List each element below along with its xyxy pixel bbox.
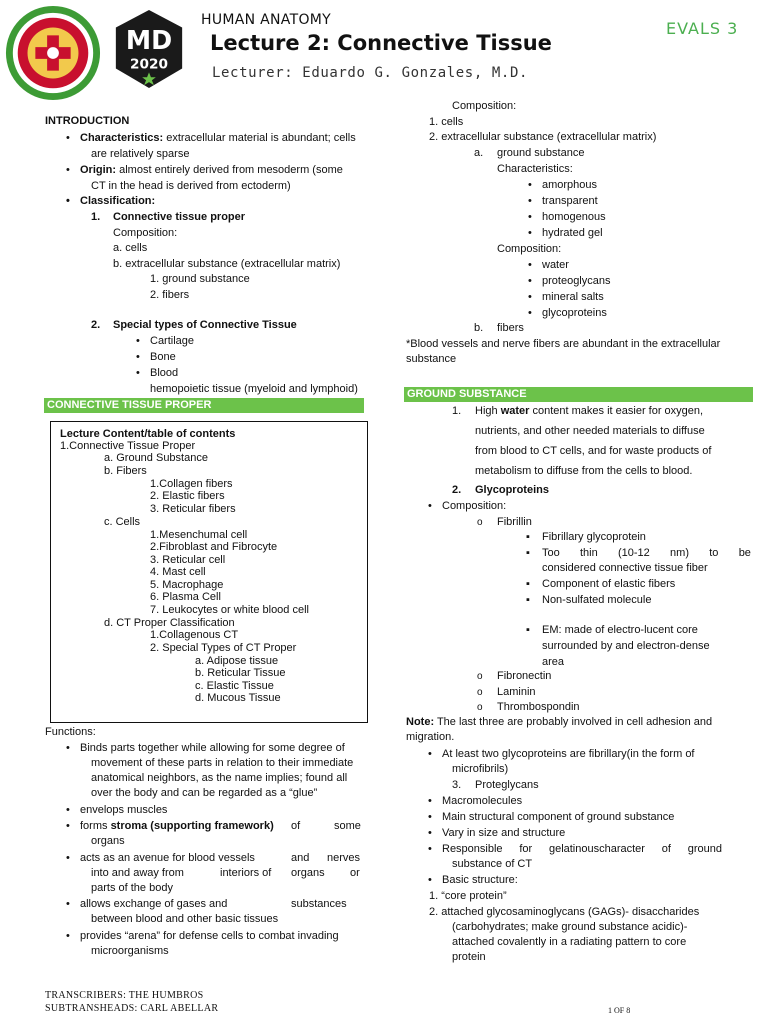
glyco-item: o Thrombospondin	[497, 700, 580, 715]
toc-line: d. Mucous Tissue	[195, 692, 281, 704]
ctp-number: 1.	[91, 211, 101, 223]
toc-line: 1.Connective Tissue Proper	[60, 440, 196, 452]
char-item: • amorphous	[542, 178, 597, 193]
right-ecs: 2. extracellular substance (extracellular matrix)	[429, 131, 657, 143]
special-number: 2.	[91, 319, 101, 331]
toc-line: 5. Macrophage	[150, 579, 224, 591]
ctp-ecs: b. extracellular substance (extracellular matrix)	[113, 258, 341, 270]
gs-bullet: • At least two glycoproteins are fibrillary(in the form of	[442, 747, 695, 762]
char-item: • homogenous	[542, 210, 606, 225]
ctp-composition: Composition:	[113, 227, 178, 239]
college-seal-logo	[4, 4, 102, 102]
function-item-cont: movement of these parts in relation to their immediate	[91, 757, 354, 769]
function-item-word: substances	[291, 898, 347, 910]
glyco-item: o Fibrillin	[497, 515, 532, 530]
gs-composition: • Composition:	[442, 499, 506, 514]
gs-gags-cont: attached covalently in a radiating pattern to core	[452, 936, 687, 948]
gs-bullet-cont: microfibrils)	[452, 763, 509, 775]
toc-line: 2. Special Types of CT Proper	[150, 642, 297, 654]
toc-line: 1.Mesenchumal cell	[150, 529, 248, 541]
evals-label: EVALS 3	[666, 19, 739, 38]
ctp-fibers: 2. fibers	[150, 289, 190, 301]
gs-glycoproteins: Glycoproteins	[475, 484, 549, 496]
gs-bullet: • Vary in size and structure	[442, 826, 565, 841]
gs-bullet-cont: substance of CT	[452, 858, 533, 870]
gs-note: Note: The last three are probably involved in cell adhesion and	[406, 716, 713, 728]
function-item-word: nerves	[327, 852, 361, 864]
right-gs-letter: a.	[474, 147, 484, 159]
intro-origin: • Origin: almost entirely derived from mesoderm (some	[80, 163, 343, 178]
fibrillin-item: ▪ Component of elastic fibers	[542, 577, 675, 592]
toc-line: b. Fibers	[104, 465, 147, 477]
toc-line: 2. Elastic fibers	[150, 490, 225, 502]
toc-line: c. Elastic Tissue	[195, 680, 274, 692]
function-item: • acts as an avenue for blood vessels	[80, 851, 255, 866]
toc-line: 1.Collagenous CT	[150, 629, 239, 641]
gs-note-cont: migration.	[406, 731, 455, 743]
footer-subtransheads: SUBTRANSHEADS: CARL ABELLAR	[45, 1003, 219, 1014]
toc-heading: Lecture Content/table of contents	[60, 428, 236, 440]
function-item-cont: microorganisms	[91, 945, 169, 957]
ctp-label: Connective tissue proper	[113, 211, 246, 223]
special-item: • Bone	[150, 350, 176, 365]
gs-bullet: • Macromolecules	[442, 794, 522, 809]
md-2020-batch-logo	[110, 8, 188, 90]
toc-line: 1.Collagen fibers	[150, 478, 233, 490]
special-label: Special types of Connective Tissue	[113, 319, 297, 331]
gs-water-cont: metabolism to diffuse from the cells to blood.	[475, 465, 693, 477]
toc-line: 4. Mast cell	[150, 566, 206, 578]
char-item: • transparent	[542, 194, 598, 209]
lecturer-name: Lecturer: Eduardo G. Gonzales, M.D.	[212, 65, 529, 81]
glyco-item: o Laminin	[497, 685, 536, 700]
toc-line: c. Cells	[104, 516, 141, 528]
page-number: 1 OF 8	[608, 1006, 631, 1015]
char-item: • hydrated gel	[542, 226, 603, 241]
fibrillin-item-cont: considered connective tissue fiber	[542, 562, 708, 574]
gs-section-band: GROUND SUBSTANCE	[404, 387, 753, 402]
function-item-cont: between blood and other basic tissues	[91, 913, 279, 925]
special-item: • Cartilage	[150, 334, 194, 349]
glyco-item: o Fibronectin	[497, 669, 551, 684]
gs-number: 1.	[452, 405, 462, 417]
toc-line: a. Ground Substance	[104, 452, 208, 464]
gs-proteglycans: Proteglycans	[475, 779, 539, 791]
right-cells: 1. cells	[429, 116, 464, 128]
toc-line: b. Reticular Tissue	[195, 667, 286, 679]
function-item-cont: into and away from	[91, 867, 184, 879]
right-composition: Composition:	[452, 100, 517, 112]
toc-line: 7. Leukocytes or white blood cell	[150, 604, 309, 616]
function-item-word: some	[334, 820, 361, 832]
function-item-word: or	[350, 867, 360, 879]
right-composition2: Composition:	[497, 243, 562, 255]
comp-item: • glycoproteins	[542, 306, 607, 321]
gs-bullet: • Main structural component of ground substance	[442, 810, 674, 825]
toc-line: 3. Reticular fibers	[150, 503, 236, 515]
ctp-section-band: CONNECTIVE TISSUE PROPER	[44, 398, 364, 413]
function-item: • allows exchange of gases and	[80, 897, 227, 912]
comp-item: • water	[542, 258, 569, 273]
toc-line: 2.Fibroblast and Fibrocyte	[150, 541, 278, 553]
gs-water-cont: nutrients, and other needed materials to diffuse	[475, 425, 705, 437]
toc-line: a. Adipose tissue	[195, 655, 279, 667]
ctp-ground-substance: 1. ground substance	[150, 273, 250, 285]
logo-year-text: 2020	[130, 56, 168, 73]
right-fibers-letter: b.	[474, 322, 484, 334]
special-hemopoietic: hemopoietic tissue (myeloid and lymphoid)	[150, 383, 358, 395]
gs-water: High water content makes it easier for oxygen,	[475, 405, 704, 417]
gs-water-cont: from blood to CT cells, and for waste products of	[475, 445, 712, 457]
function-item-cont: organs	[91, 835, 125, 847]
gs-gags-cont: protein	[452, 951, 486, 963]
function-item-word: and	[291, 852, 310, 864]
lecture-title: Lecture 2: Connective Tissue	[210, 31, 552, 55]
fibrillin-item: ▪ EM: made of electro-lucent core	[542, 623, 698, 638]
right-fibers: fibers	[497, 322, 524, 334]
gs-bullet: • Basic structure:	[442, 873, 518, 888]
function-item: • provides “arena” for defense cells to combat invading	[80, 929, 339, 944]
ctp-cells: a. cells	[113, 242, 148, 254]
right-note-cont: substance	[406, 353, 457, 365]
right-gs: ground substance	[497, 147, 585, 159]
intro-classification: • Classification:	[80, 194, 155, 209]
fibrillin-item: ▪ Non-sulfated molecule	[542, 593, 651, 608]
function-item-cont: parts of the body	[91, 882, 173, 894]
function-item-word: of	[291, 820, 301, 832]
intro-characteristics-cont: are relatively sparse	[91, 148, 190, 160]
fibrillin-item-cont: surrounded by and electron-dense	[542, 640, 710, 652]
logo-md-text: MD	[125, 25, 173, 55]
gs-pg-number: 3.	[452, 779, 462, 791]
intro-characteristics: • Characteristics: extracellular material is abundant; cells	[80, 131, 356, 146]
gs-bullet: • Responsible for gelatinouscharacter of ground	[442, 842, 722, 857]
comp-item: • mineral salts	[542, 290, 604, 305]
functions-heading: Functions:	[45, 726, 96, 738]
function-item: • Binds parts together while allowing for some degree of	[80, 741, 345, 756]
comp-item: • proteoglycans	[542, 274, 611, 289]
function-item-cont: anatomical neighbors, as the name implies; found all	[91, 772, 348, 784]
gs-core-protein: 1. “core protein”	[429, 890, 507, 902]
gs-number: 2.	[452, 484, 462, 496]
footer-transcribers: TRANSCRIBERS: THE HUMBROS	[45, 990, 204, 1001]
right-note: *Blood vessels and nerve fibers are abundant in the extracellular	[406, 338, 721, 350]
function-item: • forms stroma (supporting framework)	[80, 819, 274, 834]
intro-heading: INTRODUCTION	[45, 115, 130, 127]
fibrillin-item: ▪ Fibrillary glycoprotein	[542, 530, 646, 545]
function-item-cont: over the body and can be regarded as a “glue”	[91, 787, 318, 799]
toc-line: 3. Reticular cell	[150, 554, 226, 566]
toc-line: d. CT Proper Classification	[104, 617, 235, 629]
gs-gags-cont: (carbohydrates; make ground substance acidic)-	[452, 921, 688, 933]
right-characteristics: Characteristics:	[497, 163, 573, 175]
fibrillin-item: ▪ Too thin (10-12 nm) to be	[542, 546, 751, 561]
special-item: • Blood	[150, 366, 178, 381]
fibrillin-item-cont: area	[542, 656, 565, 668]
gs-gags: 2. attached glycosaminoglycans (GAGs)- disaccharides	[429, 906, 700, 918]
function-item-word: organs	[291, 867, 325, 879]
intro-origin-cont: CT in the head is derived from ectoderm)	[91, 180, 291, 192]
function-item-word: interiors of	[220, 867, 272, 879]
toc-line: 6. Plasma Cell	[150, 591, 221, 603]
function-item: • envelops muscles	[80, 803, 167, 818]
course-name: HUMAN ANATOMY	[201, 12, 331, 28]
